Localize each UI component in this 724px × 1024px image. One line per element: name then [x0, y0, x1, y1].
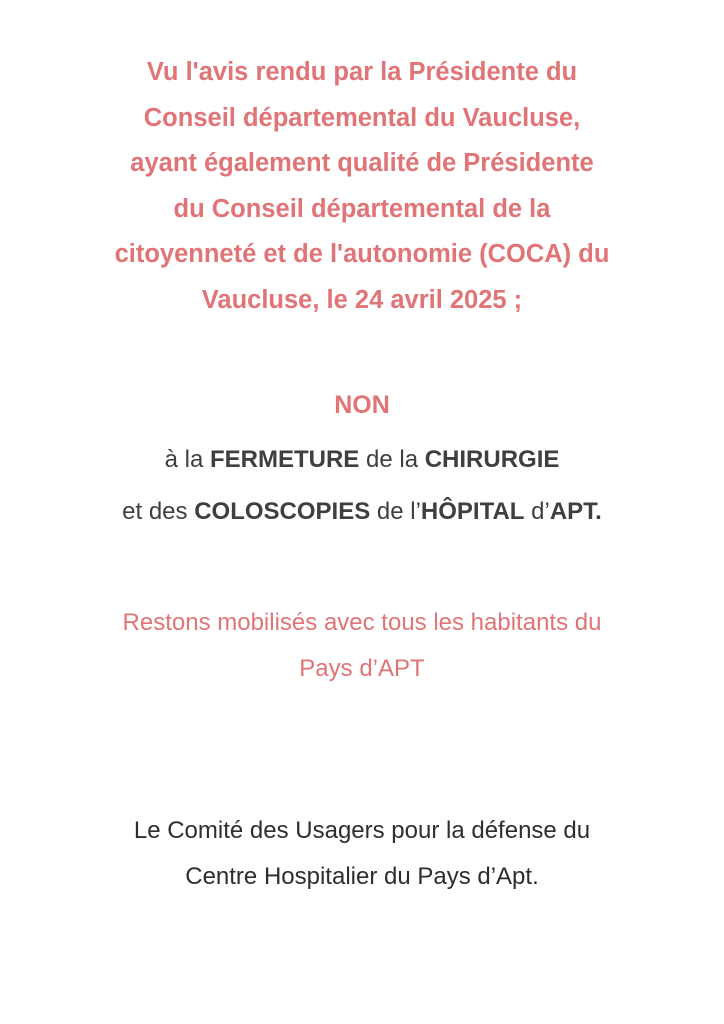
slogan-text: et des [122, 498, 195, 525]
intro-line: Vu l'avis rendu par la Présidente du [146, 58, 578, 86]
signature-line: Centre Hospitalier du Pays d’Apt. [185, 863, 539, 890]
slogan-line-2 [30, 486, 694, 538]
slogan-strong: FERMETURE [209, 446, 360, 473]
slogan-text: de la [359, 446, 425, 473]
slogan-strong: HÔPITAL [420, 498, 525, 525]
mobilisation-paragraph [30, 600, 694, 692]
signature-line: Le Comité des Usagers pour la défense du [133, 817, 591, 844]
mobilisation-line: Restons mobilisés avec tous les habitants du [122, 609, 602, 636]
headline-non [30, 382, 694, 428]
slogan-strong: COLOSCOPIES [194, 498, 371, 525]
intro-paragraph [30, 50, 694, 323]
signature-paragraph [30, 808, 694, 900]
slogan-strong: APT. [549, 498, 602, 525]
mobilisation-line: Pays d’APT [299, 655, 425, 682]
headline-text: NON [334, 391, 390, 419]
intro-line: ayant également qualité de Présidente [130, 149, 594, 177]
slogan-strong: CHIRURGIE [424, 446, 560, 473]
slogan-text: d’ [524, 498, 550, 525]
slogan-text: de l’ [370, 498, 421, 525]
intro-line: Conseil départemental du Vaucluse, [143, 103, 581, 132]
intro-line: du Conseil départemental de la [173, 194, 551, 223]
slogan-text: à la [164, 446, 210, 473]
slogan-line-1 [30, 434, 694, 486]
slogan-block [30, 434, 694, 538]
intro-line: citoyenneté et de l'autonomie (COCA) du [114, 240, 610, 268]
intro-line: Vaucluse, le 24 avril 2025 ; [201, 285, 523, 314]
